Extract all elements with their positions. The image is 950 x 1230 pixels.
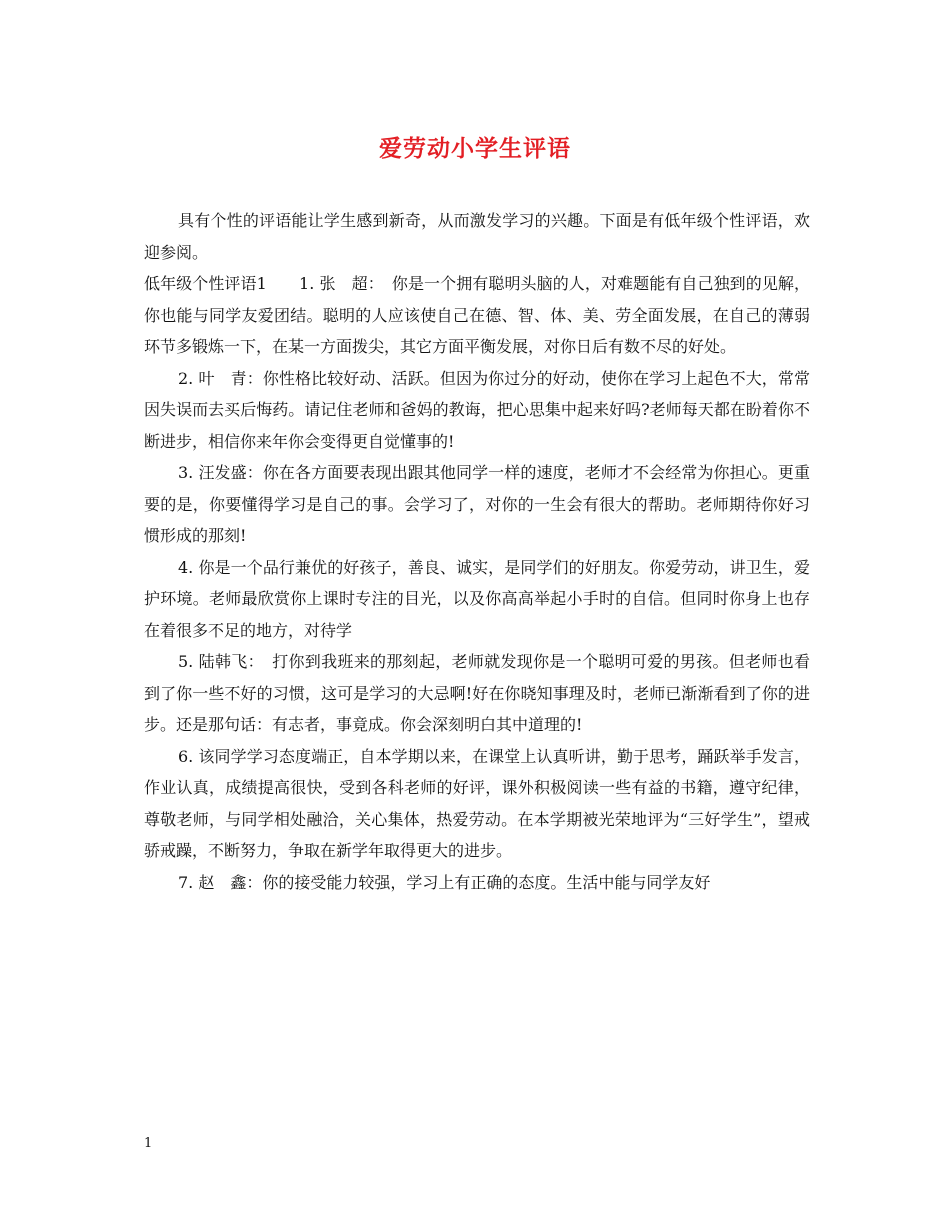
comment-paragraph-1: 低年级个性评语1 1. 张 超： 你是一个拥有聪明头脑的人，对难题能有自己独到的见解，你也能与同学友爱团结。聪明的人应该使自己在德、智、体、美、劳全面发展，在自己的薄弱环节多锻炼一下，在某一方面拨尖，其它方面平衡发展，对你日后有数不尽的好处。 — [144, 274, 810, 356]
intro-paragraph: 具有个性的评语能让学生感到新奇，从而激发学习的兴趣。下面是有低年级个性评语，欢迎参阅。 — [144, 211, 810, 262]
comment-paragraph-5: 5. 陆韩飞： 打你到我班来的那刻起，老师就发现你是一个聪明可爱的男孩。但老师也看到了你一些不好的习惯，这可是学习的大忌啊!好在你晓知事理及时，老师已渐渐看到了你的进步。还是那句话：有志者，事竟成。你会深刻明白其中道理的! — [144, 652, 810, 734]
comment-paragraph-6: 6. 该同学学习态度端正，自本学期以来，在课堂上认真听讲，勤于思考，踊跃举手发言，作业认真，成绩提高很快，受到各科老师的好评，课外积极阅读一些有益的书籍，遵守纪律，尊敬老师，与同学相处融洽，关心集体，热爱劳动。在本学期被光荣地评为“三好学生”，望戒骄戒躁，不断努力，争取在新学年取得更大的进步。 — [144, 746, 810, 860]
comment-paragraph-7: 7. 赵 鑫：你的接受能力较强，学习上有正确的态度。生活中能与同学友好 — [178, 872, 711, 892]
document-title: 爱劳动小学生评语 — [379, 135, 571, 162]
document-body — [144, 205, 810, 898]
page-number: 1 — [144, 1136, 153, 1151]
comment-paragraph-4: 4. 你是一个品行兼优的好孩子，善良、诚实，是同学们的好朋友。你爱劳动，讲卫生，爱护环境。老师最欣赏你上课时专注的目光，以及你高高举起小手时的自信。但同时你身上也存在着很多不足的地方，对待学 — [144, 557, 810, 640]
comment-paragraph-3: 3. 汪发盛：你在各方面要表现出跟其他同学一样的速度，老师才不会经常为你担心。更重要的是，你要懂得学习是自己的事。会学习了，对你的一生会有很大的帮助。老师期待你好习惯形成的那刻! — [144, 463, 810, 545]
comment-paragraph-2: 2. 叶 青：你性格比较好动、活跃。但因为你过分的好动，使你在学习上起色不大，常常因失误而去买后悔药。请记住老师和爸妈的教诲，把心思集中起来好吗?老师每天都在盼着你不断进步，相信你来年你会变得更自觉懂事的! — [144, 368, 810, 451]
